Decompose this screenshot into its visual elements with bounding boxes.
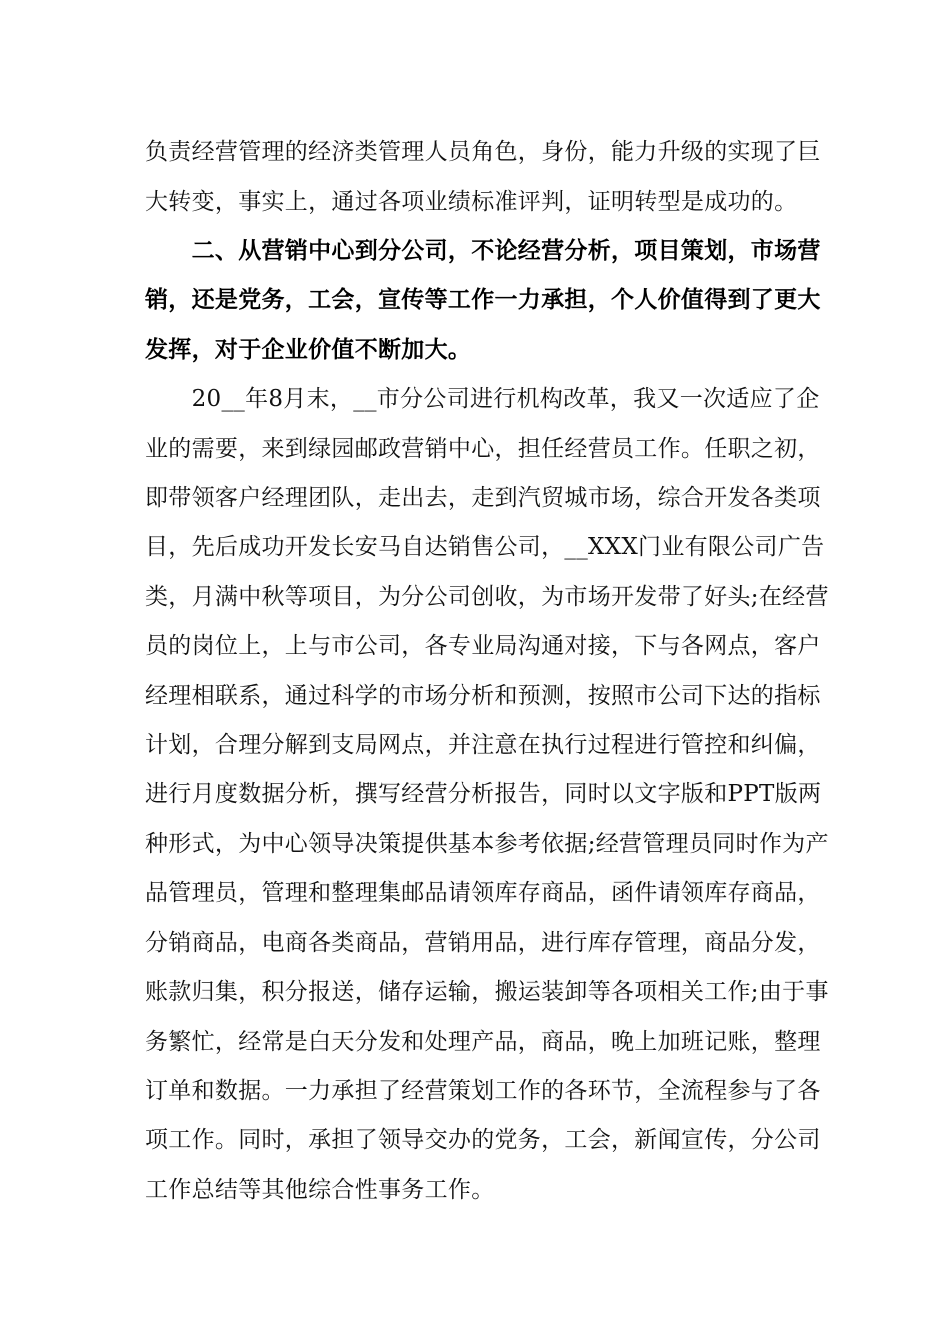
- paragraph-line: 目，先后成功开发长安马自达销售公司，__XXX门业有限公司广告: [145, 534, 825, 560]
- paragraph-line: 负责经营管理的经济类管理人员角色，身份，能力升级的实现了巨: [145, 139, 821, 165]
- paragraph-line: 即带领客户经理团队，走出去，走到汽贸城市场，综合开发各类项: [145, 485, 821, 511]
- paragraph-line: 品管理员，管理和整理集邮品请领库存商品，函件请领库存商品，: [145, 880, 821, 906]
- paragraph-line: 分销商品，电商各类商品，营销用品，进行库存管理，商品分发，: [145, 930, 821, 956]
- paragraph-line: 业的需要，来到绿园邮政营销中心，担任经营员工作。任职之初，: [145, 436, 821, 462]
- paragraph-line: 20__年8月末，__市分公司进行机构改革，我又一次适应了企: [145, 386, 820, 412]
- section-heading-line: 销，还是党务，工会，宣传等工作一力承担，个人价值得到了更大: [145, 287, 821, 313]
- section-heading-line: 发挥，对于企业价值不断加大。: [145, 337, 472, 363]
- paragraph-line: 大转变，事实上，通过各项业绩标准评判，证明转型是成功的。: [145, 189, 798, 215]
- paragraph-line: 种形式，为中心领导决策提供基本参考依据;经营管理员同时作为产: [145, 831, 829, 857]
- paragraph-line: 进行月度数据分析，撰写经营分析报告，同时以文字版和PPT版两: [145, 781, 822, 807]
- paragraph-line: 项工作。同时，承担了领导交办的党务，工会，新闻宣传，分公司: [145, 1127, 821, 1153]
- paragraph-line: 类，月满中秋等项目，为分公司创收，为市场开发带了好头;在经营: [145, 584, 829, 610]
- paragraph-line: 务繁忙，经常是白天分发和处理产品，商品，晚上加班记账，整理: [145, 1029, 821, 1055]
- paragraph-line: 订单和数据。一力承担了经营策划工作的各环节，全流程参与了各: [145, 1078, 821, 1104]
- paragraph-line: 工作总结等其他综合性事务工作。: [145, 1177, 495, 1203]
- paragraph-line: 账款归集，积分报送，储存运输，搬运装卸等各项相关工作;由于事: [145, 979, 829, 1005]
- section-heading-line: 二、从营销中心到分公司，不论经营分析，项目策划，市场营: [145, 238, 821, 264]
- paragraph-line: 计划，合理分解到支局网点，并注意在执行过程进行管控和纠偏，: [145, 732, 821, 758]
- paragraph-line: 员的岗位上，上与市公司，各专业局沟通对接，下与各网点，客户: [145, 633, 821, 659]
- paragraph-line: 经理相联系，通过科学的市场分析和预测，按照市公司下达的指标: [145, 683, 821, 709]
